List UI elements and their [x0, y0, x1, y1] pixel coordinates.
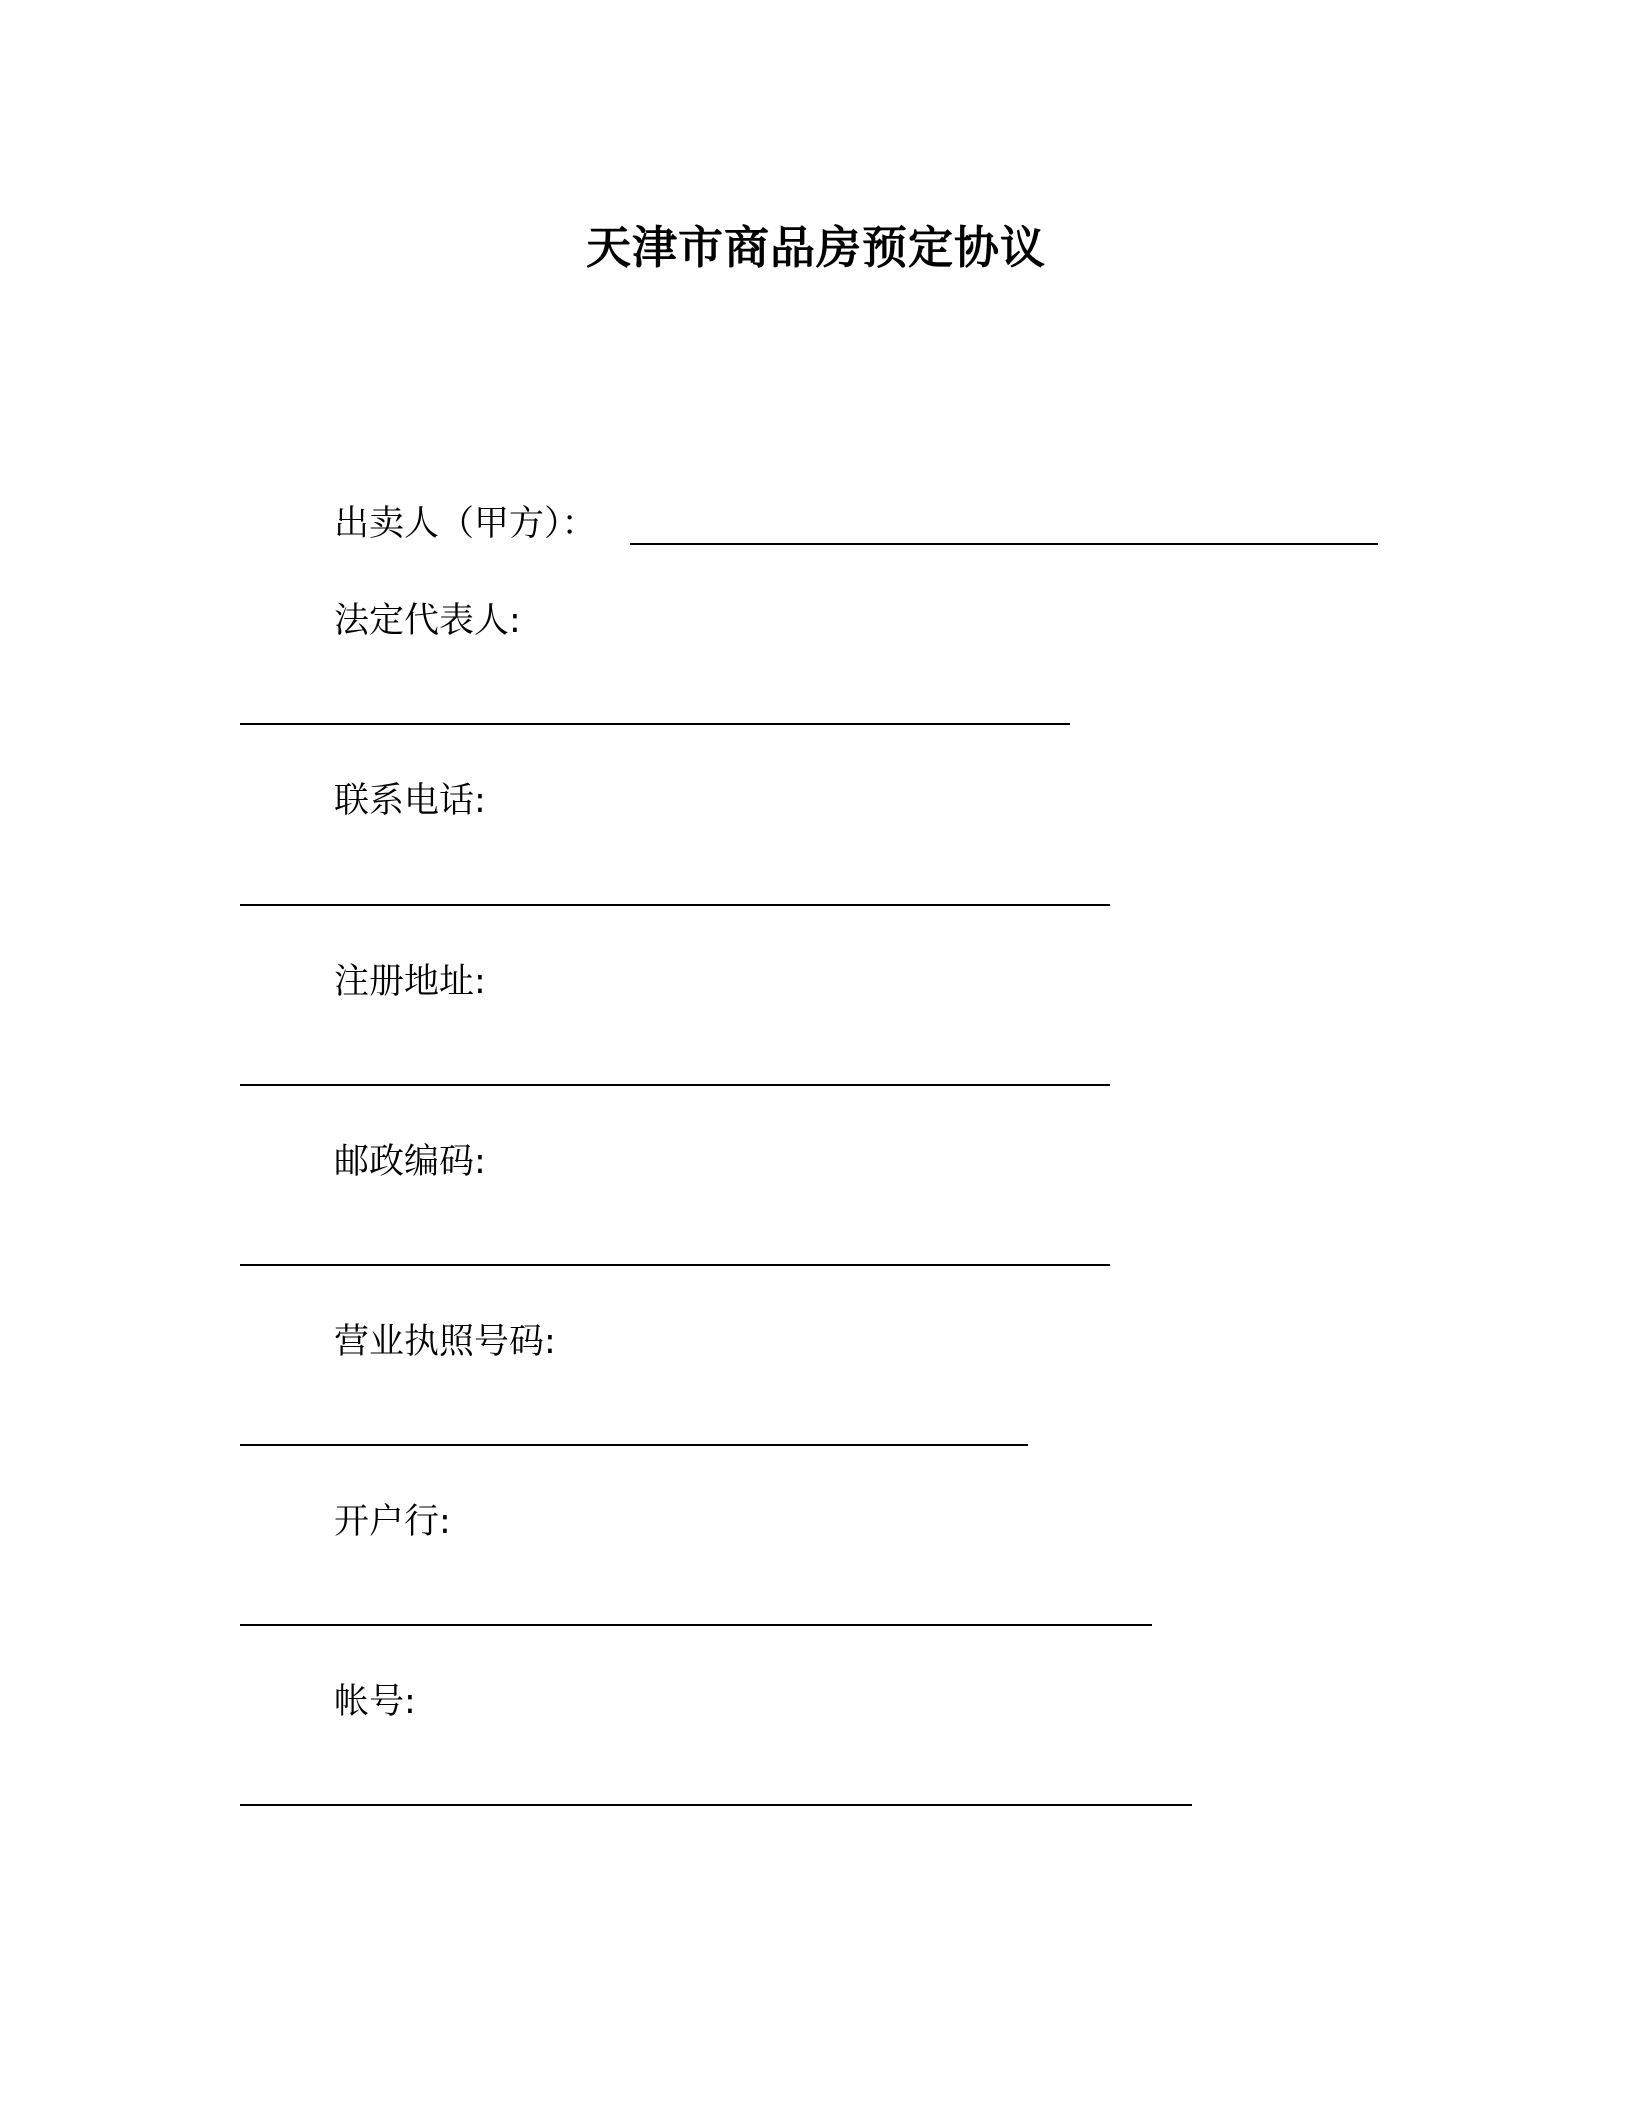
legal-representative-label: 法定代表人:: [334, 601, 521, 641]
business-license-blank-line[interactable]: [240, 1444, 1028, 1446]
postal-code-blank-line[interactable]: [240, 1264, 1110, 1266]
document-title: 天津市商品房预定协议: [585, 221, 1046, 274]
registered-address-blank-line[interactable]: [240, 1084, 1110, 1086]
account-number-label: 帐号:: [334, 1682, 416, 1722]
account-number-blank-line[interactable]: [240, 1804, 1192, 1806]
legal-representative-blank-line[interactable]: [240, 723, 1070, 725]
registered-address-label: 注册地址:: [334, 962, 486, 1002]
seller-blank-line[interactable]: [630, 543, 1378, 545]
business-license-label: 营业执照号码:: [334, 1322, 556, 1362]
postal-code-label: 邮政编码:: [334, 1142, 486, 1182]
seller-label: 出卖人（甲方）：: [334, 504, 597, 544]
phone-label: 联系电话:: [334, 781, 486, 821]
bank-blank-line[interactable]: [240, 1624, 1152, 1626]
bank-label: 开户行:: [334, 1502, 451, 1542]
phone-blank-line[interactable]: [240, 904, 1110, 906]
